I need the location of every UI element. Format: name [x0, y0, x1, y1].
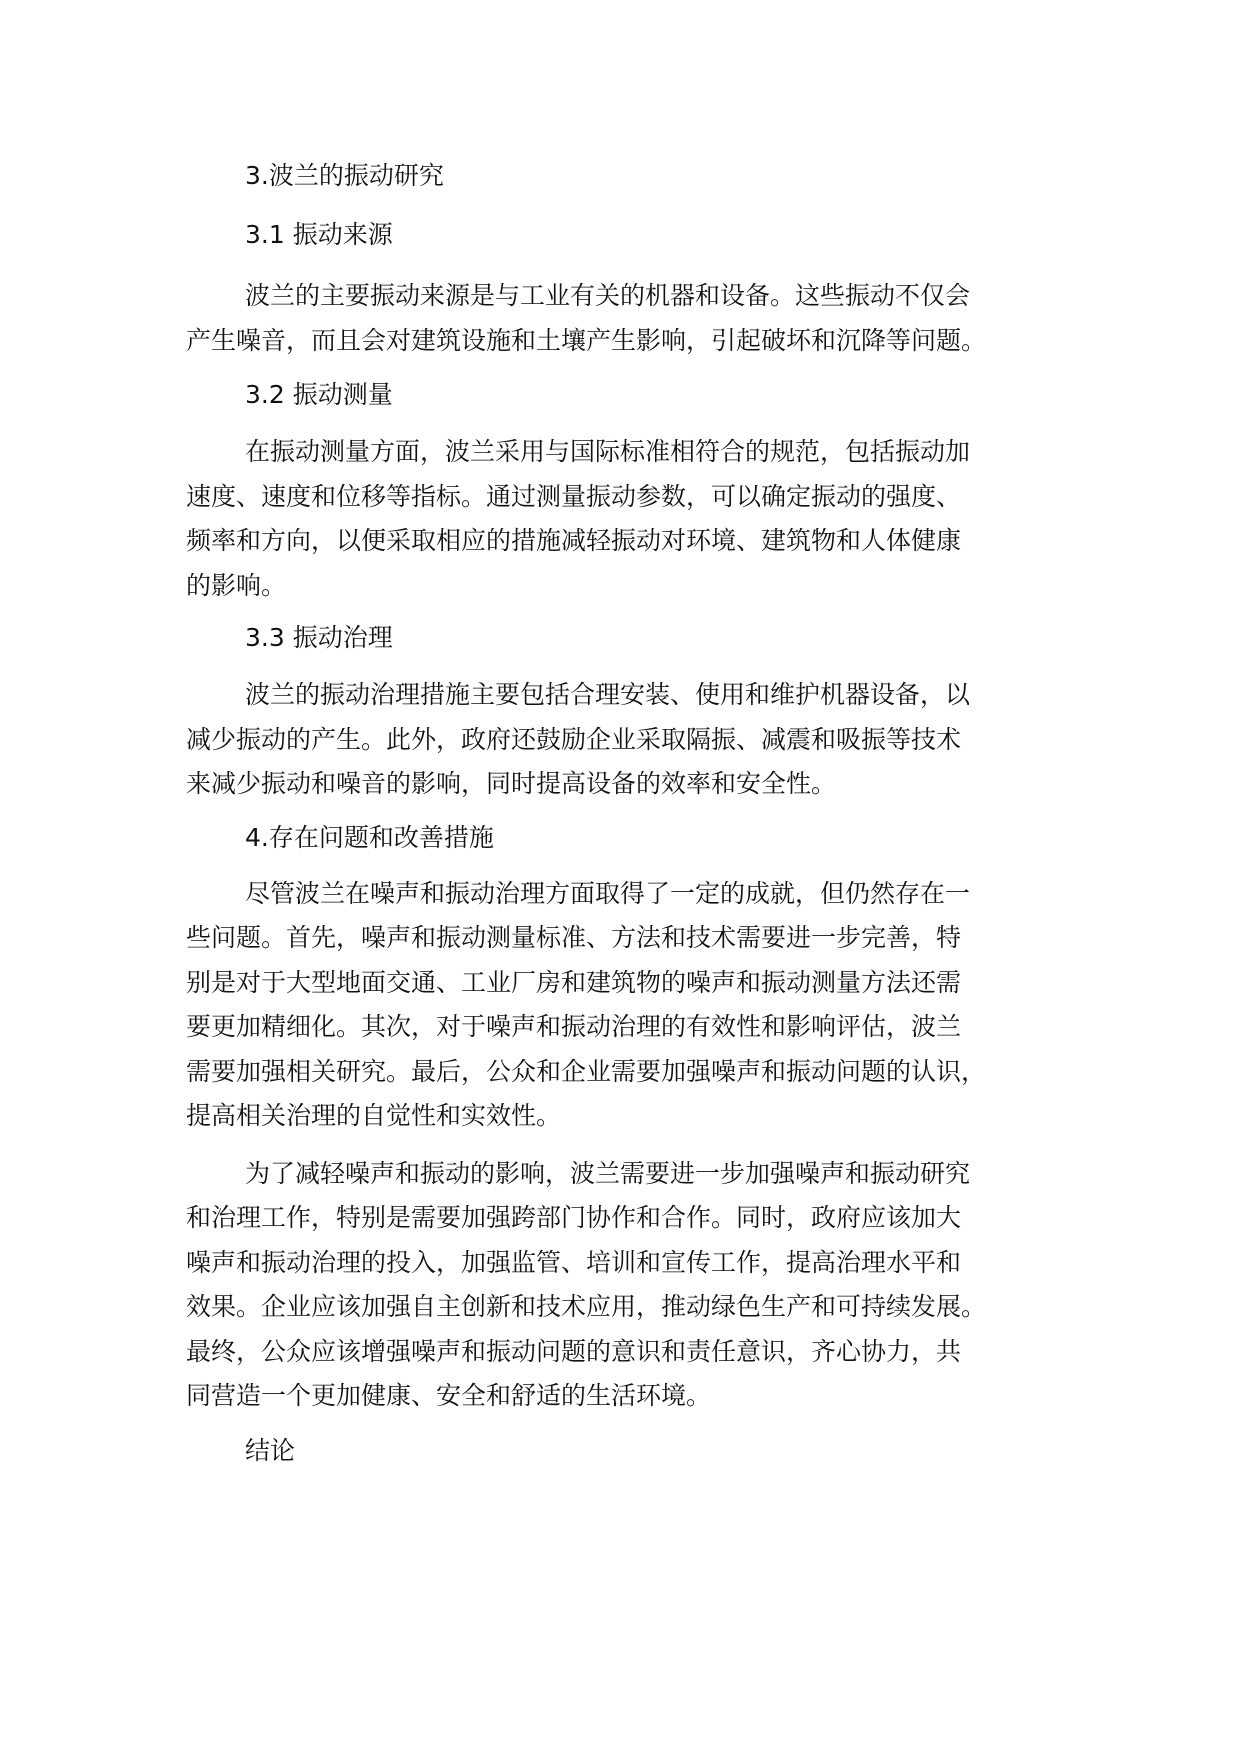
- paragraph-line: 些问题。首先，噪声和振动测量标准、方法和技术需要进一步完善，特: [186, 923, 962, 952]
- paragraph-line: 在振动测量方面，波兰采用与国际标准相符合的规范，包括振动加: [245, 437, 971, 466]
- paragraph-line: 为了减轻噪声和振动的影响，波兰需要进一步加强噪声和振动研究: [245, 1158, 971, 1188]
- subsection-heading: 3.1 振动来源: [245, 220, 393, 249]
- paragraph: [186, 430, 1086, 608]
- paragraph-line: 要更加精细化。其次，对于噪声和振动治理的有效性和影响评估，波兰: [186, 1012, 962, 1041]
- section-heading: 结论: [245, 1435, 296, 1465]
- paragraph-line: 的影响。: [186, 570, 287, 600]
- paragraph-line: 尽管波兰在噪声和振动治理方面取得了一定的成就，但仍然存在一: [245, 878, 971, 908]
- paragraph-line: 产生噪音，而且会对建筑设施和土壤产生影响，引起破坏和沉降等问题。: [186, 325, 987, 355]
- document-content: [186, 156, 1086, 1471]
- paragraph-line: 减少振动的产生。此外，政府还鼓励企业采取隔振、减震和吸振等技术: [186, 724, 962, 754]
- paragraph-line: 波兰的振动治理措施主要包括合理安装、使用和维护机器设备，以: [245, 680, 971, 709]
- section-heading: 3.波兰的振动研究: [245, 161, 444, 190]
- paragraph-line: 频率和方向，以便采取相应的措施减轻振动对环境、建筑物和人体健康: [186, 526, 962, 555]
- paragraph: [186, 274, 1086, 363]
- section-heading: 4.存在问题和改善措施: [245, 822, 494, 852]
- paragraph-line: 最终，公众应该增强噪声和振动问题的意识和责任意识，齐心协力，共: [186, 1336, 962, 1366]
- paragraph-line: 效果。企业应该加强自主创新和技术应用，推动绿色生产和可持续发展。: [186, 1292, 987, 1321]
- paragraph-line: 同营造一个更加健康、安全和舒适的生活环境。: [186, 1381, 712, 1410]
- paragraph: [186, 1152, 1086, 1419]
- paragraph-line: 提高相关治理的自觉性和实效性。: [186, 1101, 562, 1130]
- subsection-heading: 3.2 振动测量: [245, 380, 393, 409]
- paragraph-line: 需要加强相关研究。最后，公众和企业需要加强噪声和振动问题的认识，: [186, 1056, 987, 1086]
- paragraph: [186, 872, 1086, 1139]
- paragraph-line: 速度、速度和位移等指标。通过测量振动参数，可以确定振动的强度、: [186, 481, 962, 511]
- paragraph-line: 波兰的主要振动来源是与工业有关的机器和设备。这些振动不仅会: [245, 281, 971, 310]
- paragraph-line: 和治理工作，特别是需要加强跨部门协作和合作。同时，政府应该加大: [186, 1203, 962, 1232]
- paragraph-line: 来减少振动和噪音的影响，同时提高设备的效率和安全性。: [186, 769, 837, 798]
- paragraph-line: 别是对于大型地面交通、工业厂房和建筑物的噪声和振动测量方法还需: [186, 967, 962, 997]
- paragraph: [186, 673, 1086, 807]
- subsection-heading: 3.3 振动治理: [245, 623, 393, 652]
- paragraph-line: 噪声和振动治理的投入，加强监管、培训和宣传工作，提高治理水平和: [186, 1247, 962, 1277]
